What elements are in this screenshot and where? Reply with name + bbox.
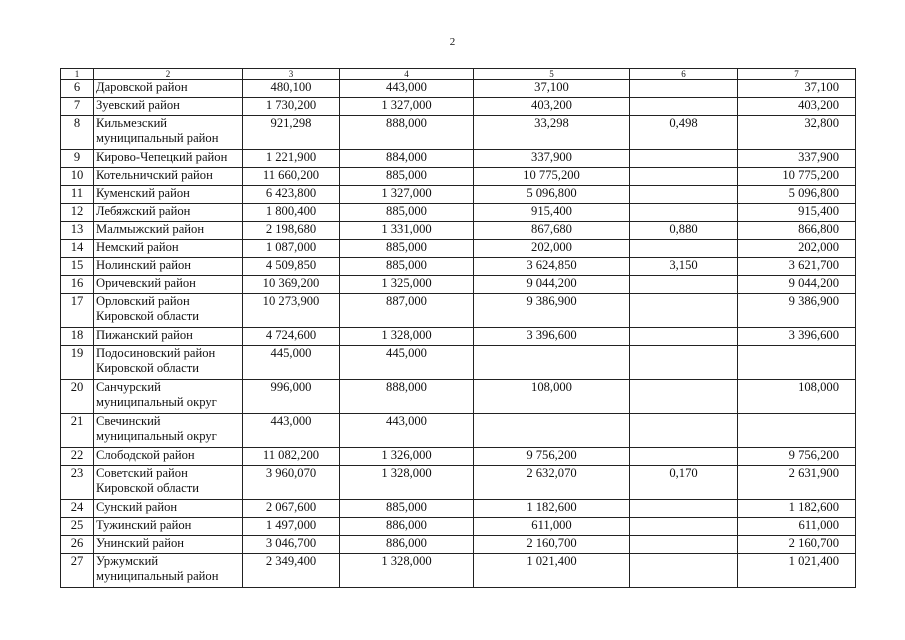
table-row <box>61 186 856 204</box>
district-name-cell <box>94 414 243 448</box>
column-7-value: 403,200 <box>738 98 856 116</box>
row-number: 26 <box>61 536 94 554</box>
column-3-value: 11 082,200 <box>243 448 340 466</box>
column-3-value: 443,000 <box>243 414 340 448</box>
column-3-value: 10 369,200 <box>243 276 340 294</box>
column-4-value: 888,000 <box>340 116 474 150</box>
column-3-value: 1 221,900 <box>243 150 340 168</box>
column-7-value: 915,400 <box>738 204 856 222</box>
district-name-line: Пижанский район <box>96 328 193 342</box>
district-name-line: Санчурский <box>96 380 161 394</box>
column-3-value: 10 273,900 <box>243 294 340 328</box>
column-number-header-row <box>61 69 856 80</box>
column-7-value: 2 160,700 <box>738 536 856 554</box>
column-4-value: 1 326,000 <box>340 448 474 466</box>
column-3-value: 3 046,700 <box>243 536 340 554</box>
row-number: 18 <box>61 328 94 346</box>
district-name-line: Унинский район <box>96 536 185 550</box>
district-name-line: Свечинский <box>96 414 161 428</box>
district-name-cell <box>94 554 243 588</box>
district-name-cell <box>94 448 243 466</box>
table-row <box>61 222 856 240</box>
row-number: 13 <box>61 222 94 240</box>
column-header: 6 <box>630 69 738 80</box>
district-name-line: Малмыжский район <box>96 222 205 236</box>
row-number: 8 <box>61 116 94 150</box>
column-3-value: 4 509,850 <box>243 258 340 276</box>
column-5-value: 915,400 <box>474 204 630 222</box>
row-number: 15 <box>61 258 94 276</box>
column-5-value: 33,298 <box>474 116 630 150</box>
table-row <box>61 240 856 258</box>
row-number: 23 <box>61 466 94 500</box>
column-3-value: 445,000 <box>243 346 340 380</box>
column-5-value: 403,200 <box>474 98 630 116</box>
column-3-value: 480,100 <box>243 80 340 98</box>
column-7-value <box>738 414 856 448</box>
column-5-value <box>474 414 630 448</box>
column-7-value: 3 621,700 <box>738 258 856 276</box>
district-name-line: муниципальный район <box>96 569 219 583</box>
column-4-value: 443,000 <box>340 414 474 448</box>
column-6-value: 0,170 <box>630 466 738 500</box>
column-6-value <box>630 186 738 204</box>
column-4-value: 1 325,000 <box>340 276 474 294</box>
column-4-value: 886,000 <box>340 536 474 554</box>
column-7-value: 9 386,900 <box>738 294 856 328</box>
column-3-value: 1 497,000 <box>243 518 340 536</box>
column-6-value <box>630 554 738 588</box>
column-6-value: 0,498 <box>630 116 738 150</box>
column-4-value: 885,000 <box>340 258 474 276</box>
column-4-value: 885,000 <box>340 204 474 222</box>
column-7-value: 9 044,200 <box>738 276 856 294</box>
column-3-value: 1 730,200 <box>243 98 340 116</box>
district-name-line: Лебяжский район <box>96 204 191 218</box>
row-number: 11 <box>61 186 94 204</box>
district-name-line: Уржумский <box>96 554 159 568</box>
column-5-value: 3 624,850 <box>474 258 630 276</box>
district-name-line: Кирово-Чепецкий район <box>96 150 228 164</box>
table-row <box>61 380 856 414</box>
column-7-value: 866,800 <box>738 222 856 240</box>
column-4-value: 885,000 <box>340 168 474 186</box>
column-7-value: 10 775,200 <box>738 168 856 186</box>
column-7-value: 202,000 <box>738 240 856 258</box>
column-3-value: 1 800,400 <box>243 204 340 222</box>
district-name-cell <box>94 328 243 346</box>
district-name-line: Кировской области <box>96 361 199 375</box>
column-3-value: 11 660,200 <box>243 168 340 186</box>
column-5-value: 1 182,600 <box>474 500 630 518</box>
district-name-line: Слободской район <box>96 448 195 462</box>
district-name-line: Кировской области <box>96 309 199 323</box>
column-4-value: 445,000 <box>340 346 474 380</box>
district-name-line: Кировской области <box>96 481 199 495</box>
column-4-value: 885,000 <box>340 500 474 518</box>
column-7-value: 37,100 <box>738 80 856 98</box>
district-name-line: Кильмезский <box>96 116 168 130</box>
table-row <box>61 554 856 588</box>
column-3-value: 4 724,600 <box>243 328 340 346</box>
column-6-value: 0,880 <box>630 222 738 240</box>
table-row <box>61 80 856 98</box>
column-5-value: 3 396,600 <box>474 328 630 346</box>
column-5-value: 202,000 <box>474 240 630 258</box>
district-name-line: муниципальный район <box>96 131 219 145</box>
column-4-value: 888,000 <box>340 380 474 414</box>
column-6-value <box>630 168 738 186</box>
column-6-value <box>630 500 738 518</box>
table-row <box>61 150 856 168</box>
column-6-value <box>630 328 738 346</box>
column-3-value: 2 349,400 <box>243 554 340 588</box>
column-4-value: 443,000 <box>340 80 474 98</box>
column-5-value: 9 386,900 <box>474 294 630 328</box>
column-3-value: 1 087,000 <box>243 240 340 258</box>
district-name-line: Зуевский район <box>96 98 180 112</box>
district-name-cell <box>94 168 243 186</box>
district-name-line: Сунский район <box>96 500 178 514</box>
column-6-value <box>630 276 738 294</box>
district-name-cell <box>94 222 243 240</box>
column-7-value: 2 631,900 <box>738 466 856 500</box>
column-4-value: 884,000 <box>340 150 474 168</box>
column-4-value: 887,000 <box>340 294 474 328</box>
row-number: 17 <box>61 294 94 328</box>
column-7-value: 5 096,800 <box>738 186 856 204</box>
column-7-value: 1 021,400 <box>738 554 856 588</box>
column-header: 5 <box>474 69 630 80</box>
column-7-value: 3 396,600 <box>738 328 856 346</box>
district-name-line: Оричевский район <box>96 276 196 290</box>
column-4-value: 1 331,000 <box>340 222 474 240</box>
district-name-cell <box>94 98 243 116</box>
row-number: 20 <box>61 380 94 414</box>
district-name-cell <box>94 204 243 222</box>
table-row <box>61 466 856 500</box>
district-name-cell <box>94 240 243 258</box>
district-name-cell <box>94 276 243 294</box>
column-header: 7 <box>738 69 856 80</box>
district-name-cell <box>94 536 243 554</box>
district-name-line: Тужинский район <box>96 518 192 532</box>
column-7-value: 611,000 <box>738 518 856 536</box>
column-4-value: 885,000 <box>340 240 474 258</box>
column-3-value: 921,298 <box>243 116 340 150</box>
district-name-cell <box>94 186 243 204</box>
column-6-value <box>630 346 738 380</box>
column-4-value: 1 328,000 <box>340 328 474 346</box>
budget-table <box>60 68 856 588</box>
district-name-cell <box>94 346 243 380</box>
column-5-value: 2 632,070 <box>474 466 630 500</box>
column-5-value: 10 775,200 <box>474 168 630 186</box>
table-row <box>61 204 856 222</box>
column-6-value: 3,150 <box>630 258 738 276</box>
table-row <box>61 414 856 448</box>
column-5-value: 1 021,400 <box>474 554 630 588</box>
table-row <box>61 346 856 380</box>
column-3-value: 996,000 <box>243 380 340 414</box>
district-name-cell <box>94 466 243 500</box>
district-name-cell <box>94 116 243 150</box>
column-6-value <box>630 80 738 98</box>
column-header: 1 <box>61 69 94 80</box>
row-number: 10 <box>61 168 94 186</box>
table-row <box>61 518 856 536</box>
column-5-value: 867,680 <box>474 222 630 240</box>
district-name-line: Орловский район <box>96 294 190 308</box>
district-name-cell <box>94 380 243 414</box>
column-3-value: 2 067,600 <box>243 500 340 518</box>
table-row <box>61 258 856 276</box>
row-number: 25 <box>61 518 94 536</box>
column-6-value <box>630 204 738 222</box>
column-6-value <box>630 448 738 466</box>
district-name-cell <box>94 80 243 98</box>
column-5-value: 37,100 <box>474 80 630 98</box>
column-5-value: 337,900 <box>474 150 630 168</box>
table-row <box>61 328 856 346</box>
column-5-value: 108,000 <box>474 380 630 414</box>
district-name-line: Куменский район <box>96 186 190 200</box>
column-4-value: 1 327,000 <box>340 98 474 116</box>
row-number: 14 <box>61 240 94 258</box>
district-name-line: Котельничский район <box>96 168 213 182</box>
column-3-value: 6 423,800 <box>243 186 340 204</box>
district-name-line: Подосиновский район <box>96 346 216 360</box>
column-7-value <box>738 346 856 380</box>
column-5-value: 2 160,700 <box>474 536 630 554</box>
column-header: 3 <box>243 69 340 80</box>
district-name-line: Нолинский район <box>96 258 191 272</box>
column-5-value: 611,000 <box>474 518 630 536</box>
column-header: 4 <box>340 69 474 80</box>
district-name-line: Немский район <box>96 240 179 254</box>
district-name-cell <box>94 294 243 328</box>
district-name-cell <box>94 518 243 536</box>
district-name-cell <box>94 500 243 518</box>
column-5-value <box>474 346 630 380</box>
column-7-value: 32,800 <box>738 116 856 150</box>
table-row <box>61 294 856 328</box>
row-number: 12 <box>61 204 94 222</box>
column-6-value <box>630 294 738 328</box>
table-row <box>61 536 856 554</box>
column-4-value: 1 327,000 <box>340 186 474 204</box>
district-name-line: муниципальный округ <box>96 395 217 409</box>
table-row <box>61 500 856 518</box>
column-6-value <box>630 536 738 554</box>
district-name-cell <box>94 258 243 276</box>
column-3-value: 3 960,070 <box>243 466 340 500</box>
district-name-line: Советский район <box>96 466 188 480</box>
row-number: 24 <box>61 500 94 518</box>
row-number: 9 <box>61 150 94 168</box>
column-3-value: 2 198,680 <box>243 222 340 240</box>
column-4-value: 886,000 <box>340 518 474 536</box>
column-5-value: 9 044,200 <box>474 276 630 294</box>
table-row <box>61 448 856 466</box>
page-number: 2 <box>449 36 456 48</box>
column-7-value: 108,000 <box>738 380 856 414</box>
column-4-value: 1 328,000 <box>340 554 474 588</box>
row-number: 6 <box>61 80 94 98</box>
column-6-value <box>630 380 738 414</box>
column-7-value: 1 182,600 <box>738 500 856 518</box>
column-5-value: 5 096,800 <box>474 186 630 204</box>
row-number: 27 <box>61 554 94 588</box>
column-4-value: 1 328,000 <box>340 466 474 500</box>
table-row <box>61 98 856 116</box>
column-7-value: 337,900 <box>738 150 856 168</box>
column-header: 2 <box>94 69 243 80</box>
row-number: 7 <box>61 98 94 116</box>
column-6-value <box>630 518 738 536</box>
column-6-value <box>630 240 738 258</box>
column-5-value: 9 756,200 <box>474 448 630 466</box>
row-number: 19 <box>61 346 94 380</box>
column-6-value <box>630 98 738 116</box>
row-number: 16 <box>61 276 94 294</box>
district-name-line: муниципальный округ <box>96 429 217 443</box>
column-6-value <box>630 414 738 448</box>
district-name-line: Даровской район <box>96 80 188 94</box>
column-7-value: 9 756,200 <box>738 448 856 466</box>
row-number: 22 <box>61 448 94 466</box>
table-row <box>61 168 856 186</box>
column-6-value <box>630 150 738 168</box>
table-body <box>61 69 856 588</box>
row-number: 21 <box>61 414 94 448</box>
table-row <box>61 276 856 294</box>
table-row <box>61 116 856 150</box>
district-name-cell <box>94 150 243 168</box>
